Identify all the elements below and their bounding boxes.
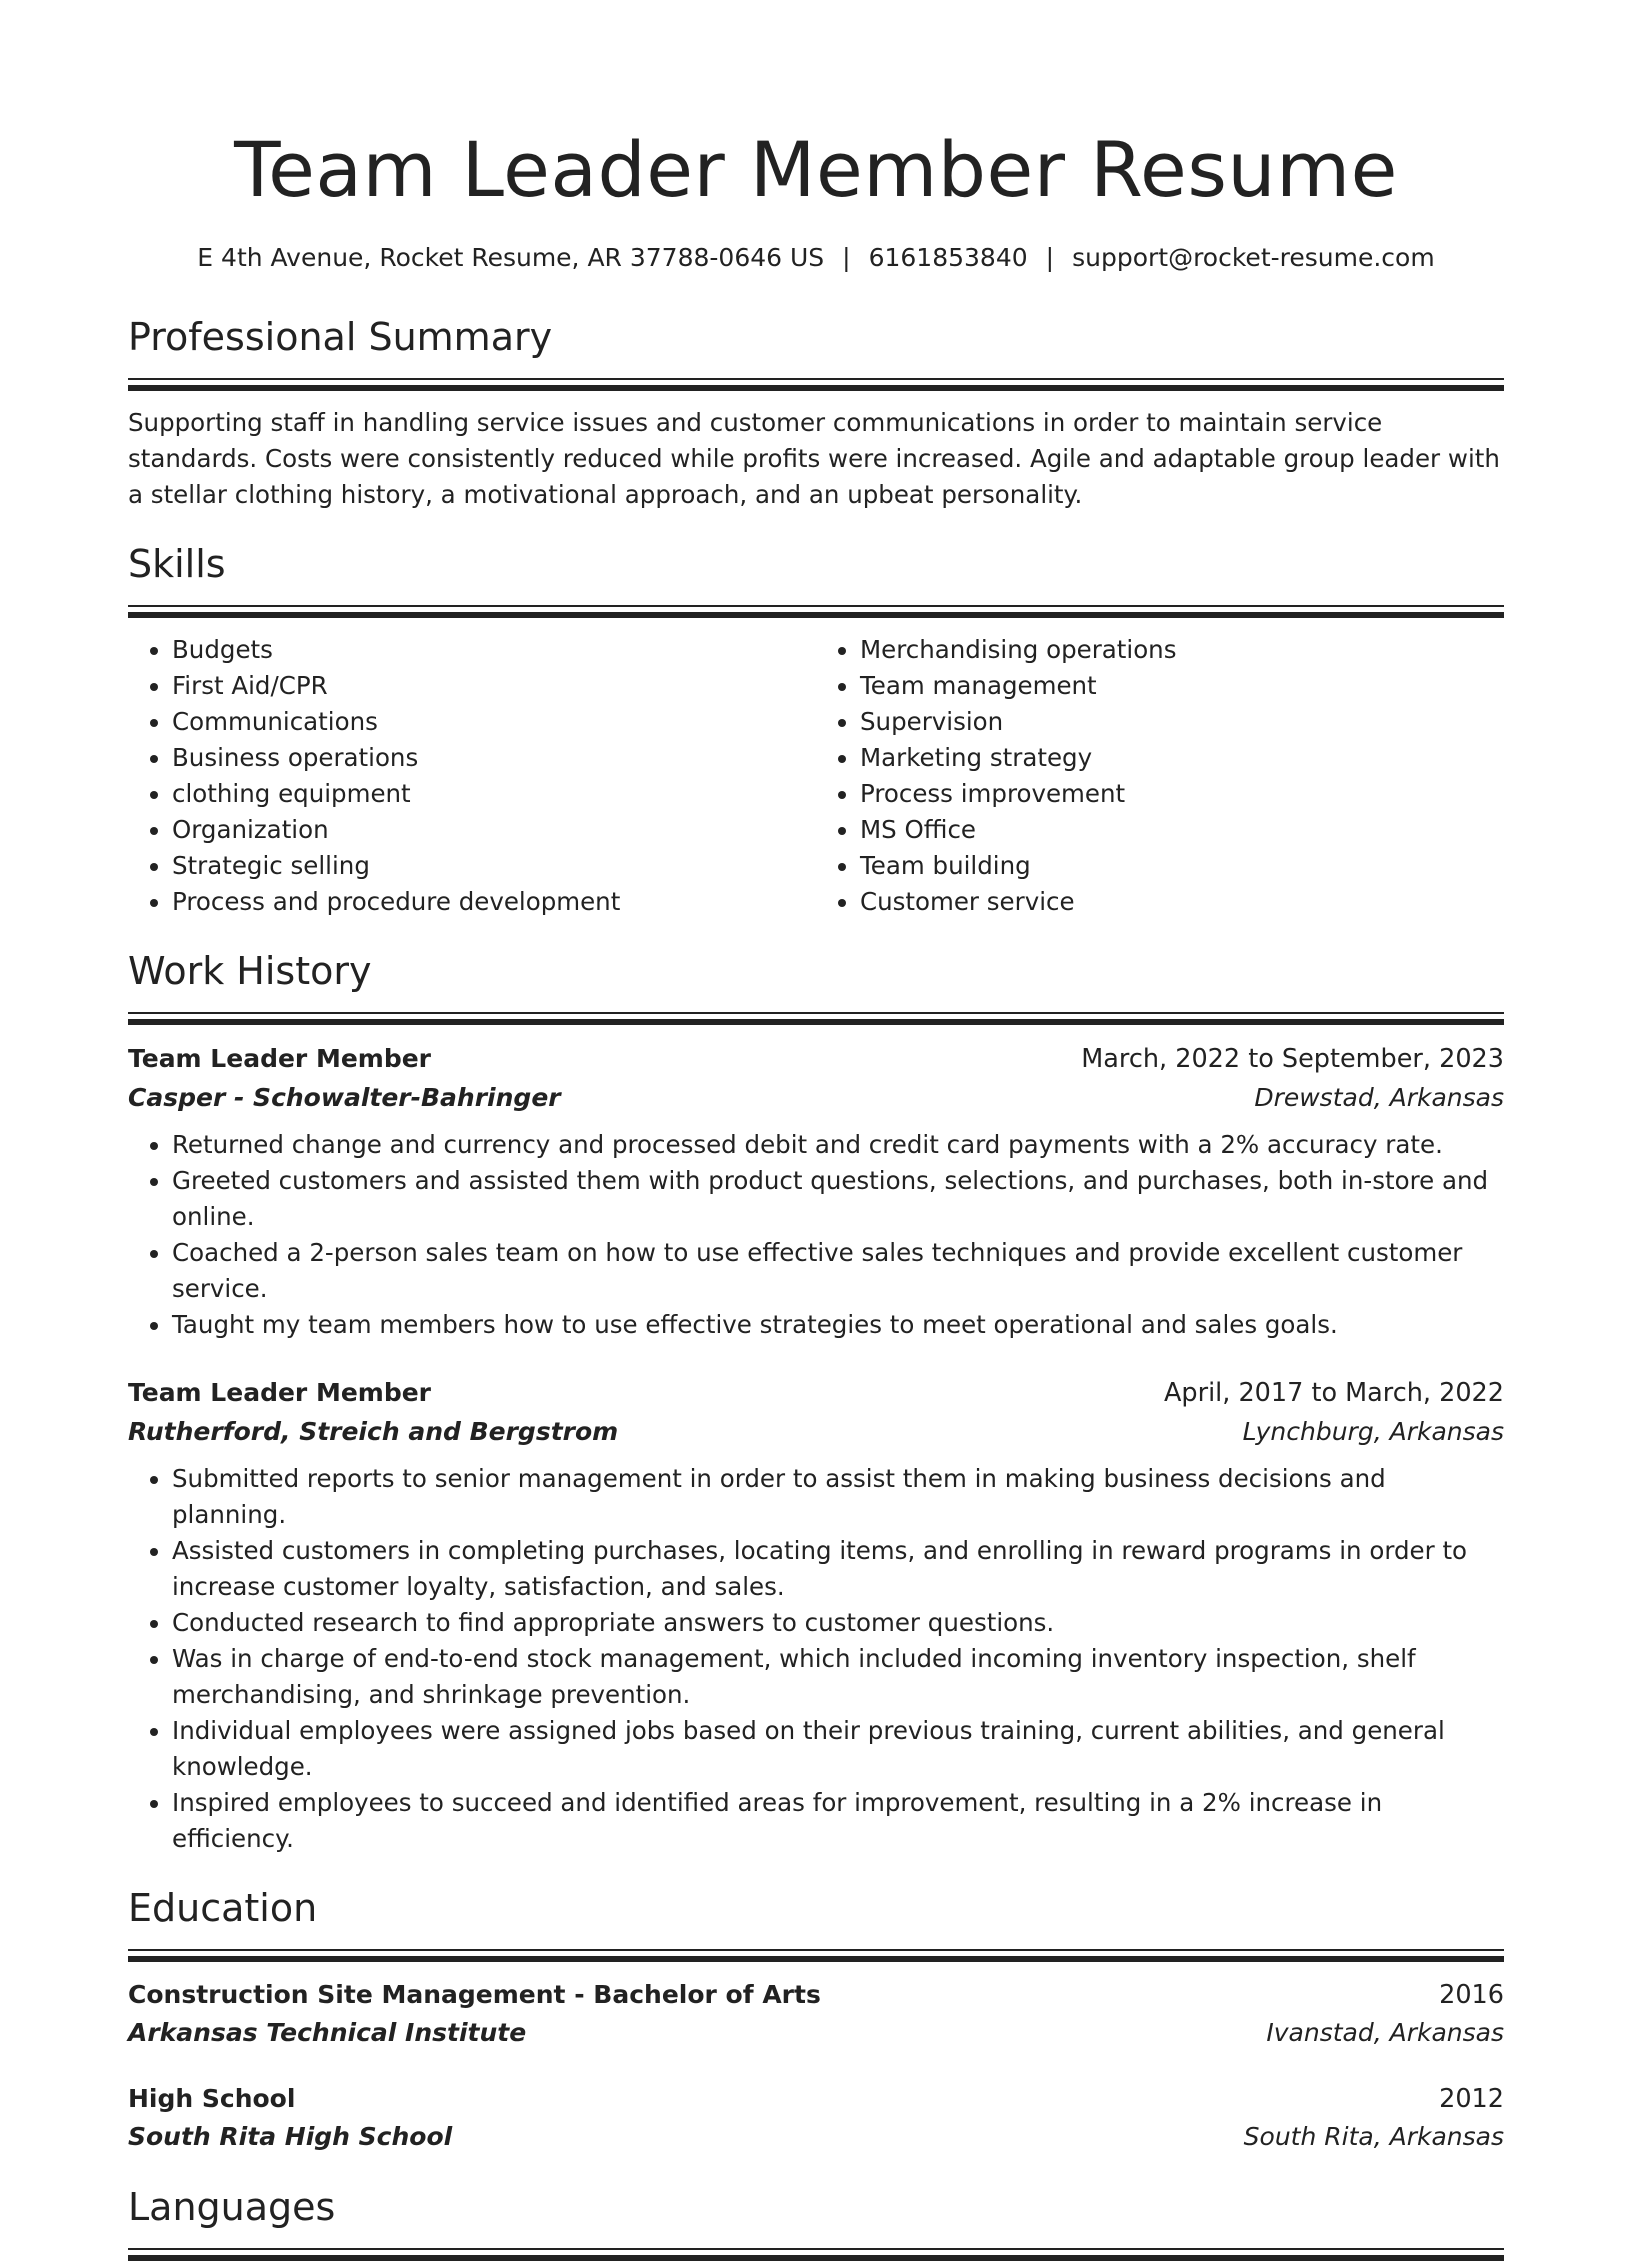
skill-item: • Business operations [172, 740, 816, 776]
education-heading: Education [128, 1886, 318, 1930]
job-entry [128, 1039, 1504, 1343]
contact-address: E 4th Avenue, Rocket Resume, AR 37788-0646 US [197, 243, 825, 272]
work-history-section [128, 946, 1504, 1857]
skill-item: • Marketing strategy [860, 740, 1504, 776]
job-duty-item: • Assisted customers in completing purchases, locating items, and enrolling in reward programs in order to increase customer loyalty, satisfaction, and sales. [172, 1533, 1504, 1605]
job-duties [128, 1127, 1504, 1343]
contact-phone: 6161853840 [868, 243, 1028, 272]
job-dates: April, 2017 to March, 2022 [1163, 1378, 1504, 1408]
skills-list-right [816, 632, 1504, 920]
education-year: 2016 [1439, 1980, 1504, 2010]
education-school: Arkansas Technical Institute [128, 2018, 527, 2047]
job-duty-item: • Coached a 2-person sales team on how to use effective sales techniques and provide excellent customer service. [172, 1235, 1504, 1307]
skill-item: • Process and procedure development [172, 884, 816, 920]
job-company: Rutherford, Streich and Bergstrom [128, 1417, 619, 1446]
section-divider [128, 605, 1504, 618]
skill-item: • MS Office [860, 812, 1504, 848]
job-title: Team Leader Member [128, 1378, 432, 1407]
languages-section [128, 2182, 1504, 2261]
skill-item: • Customer service [860, 884, 1504, 920]
job-duty-item: • Greeted customers and assisted them with product questions, selections, and purchases, both in-store and online. [172, 1163, 1504, 1235]
skills-list-left [128, 632, 816, 920]
job-duty-item: • Individual employees were assigned jobs based on their previous training, current abilities, and general knowledge. [172, 1713, 1504, 1785]
job-duties [128, 1461, 1504, 1857]
skill-item: • Strategic selling [172, 848, 816, 884]
skill-item: • First Aid/CPR [172, 668, 816, 704]
section-divider [128, 378, 1504, 391]
section-divider [128, 2248, 1504, 2261]
skill-item: • Merchandising operations [860, 632, 1504, 668]
education-header-row [128, 2080, 1504, 2118]
work-history-heading: Work History [128, 949, 372, 993]
job-duty-item: • Was in charge of end-to-end stock management, which included incoming inventory inspection, shelf merchandising, and shrinkage prevention. [172, 1641, 1504, 1713]
contact-separator: | [842, 243, 851, 272]
education-location: South Rita, Arkansas [1243, 2122, 1504, 2151]
contact-separator: | [1045, 243, 1055, 272]
education-school-row [128, 2118, 1504, 2156]
job-header-row [128, 1039, 1504, 1079]
skill-item: • Budgets [172, 632, 816, 668]
skills-heading: Skills [128, 542, 226, 586]
job-company: Casper - Schowalter-Bahringer [128, 1083, 561, 1112]
summary-section [128, 312, 1504, 513]
job-title: Team Leader Member [128, 1044, 432, 1073]
job-dates: March, 2022 to September, 2023 [1081, 1044, 1504, 1074]
skills-section [128, 539, 1504, 920]
skill-item: • Organization [172, 812, 816, 848]
job-entry [128, 1373, 1504, 1857]
job-location: Lynchburg, Arkansas [1242, 1417, 1504, 1446]
job-duty-item: • Inspired employees to succeed and identified areas for improvement, resulting in a 2% increase in efficiency. [172, 1785, 1504, 1857]
job-header-row [128, 1373, 1504, 1413]
section-divider [128, 1012, 1504, 1025]
languages-heading: Languages [128, 2185, 336, 2229]
education-year: 2012 [1439, 2084, 1504, 2114]
skill-item: • Team management [860, 668, 1504, 704]
summary-text: Supporting staff in handling service issues and customer communications in order to maintain service standards. Costs were consistently reduced while profits were increased. Agile and adaptable group leader with a stellar clothing history, a motivational approach, and an upbeat personality. [128, 408, 1500, 509]
skill-item: • Process improvement [860, 776, 1504, 812]
education-school-row [128, 2014, 1504, 2052]
summary-heading: Professional Summary [128, 315, 553, 359]
skill-item: • Team building [860, 848, 1504, 884]
skills-columns [128, 632, 1504, 920]
education-location: Ivanstad, Arkansas [1266, 2018, 1504, 2047]
job-company-row [128, 1079, 1504, 1117]
education-entry [128, 2080, 1504, 2156]
education-degree: Construction Site Management - Bachelor of Arts [128, 1980, 821, 2009]
education-section [128, 1883, 1504, 2156]
job-location: Drewstad, Arkansas [1254, 1083, 1504, 1112]
job-duty-item: • Conducted research to find appropriate answers to customer questions. [172, 1605, 1504, 1641]
education-header-row [128, 1976, 1504, 2014]
education-degree: High School [128, 2084, 296, 2113]
contact-line [128, 240, 1504, 276]
education-school: South Rita High School [128, 2122, 453, 2151]
skill-item: • clothing equipment [172, 776, 816, 812]
section-divider [128, 1949, 1504, 1962]
job-duty-item: • Taught my team members how to use effective strategies to meet operational and sales goals. [172, 1307, 1504, 1343]
skill-item: • Communications [172, 704, 816, 740]
job-company-row [128, 1413, 1504, 1451]
resume-title: Team Leader Member Resume [234, 125, 1398, 214]
contact-email: support@rocket-resume.com [1072, 243, 1435, 272]
job-duty-item: • Returned change and currency and processed debit and credit card payments with a 2% accuracy rate. [172, 1127, 1504, 1163]
skill-item: • Supervision [860, 704, 1504, 740]
job-duty-item: • Submitted reports to senior management in order to assist them in making business decisions and planning. [172, 1461, 1504, 1533]
education-entry [128, 1976, 1504, 2052]
